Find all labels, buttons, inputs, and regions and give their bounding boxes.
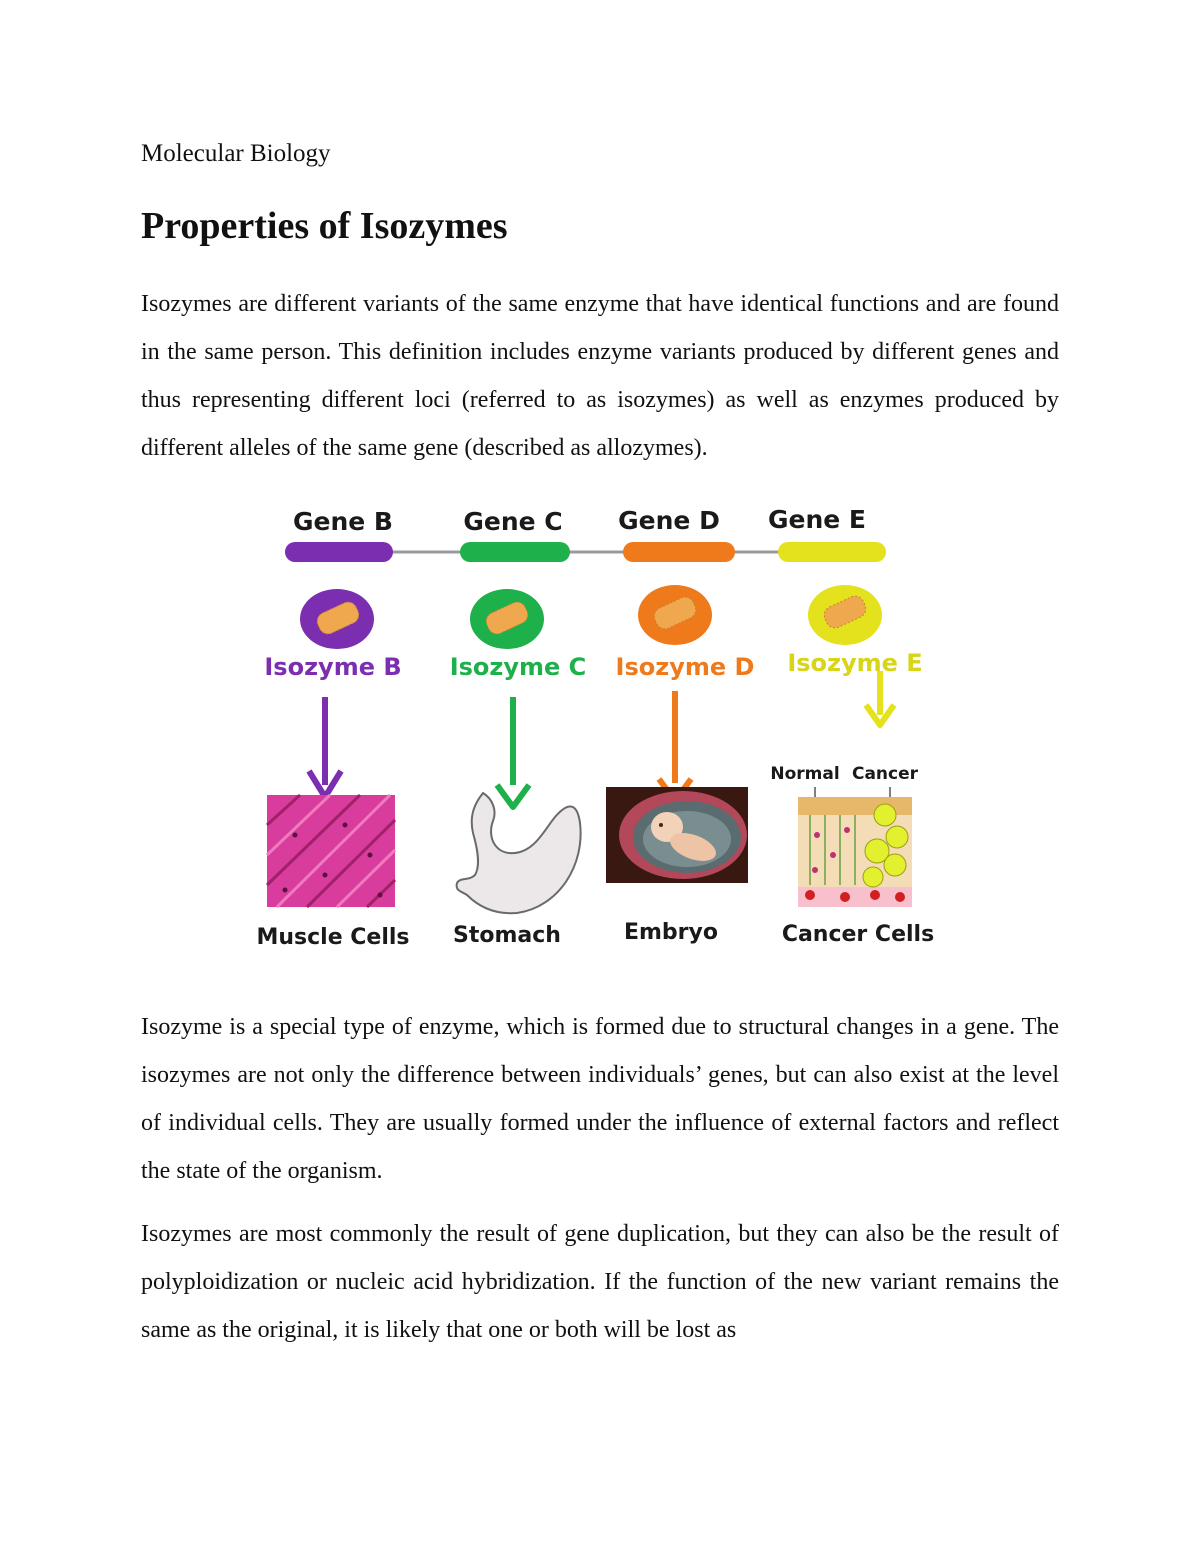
cancer-tissue-image — [798, 797, 912, 907]
tissue-b-label: Muscle Cells — [256, 925, 410, 950]
isozyme-b-label: Isozyme B — [264, 653, 402, 681]
page-title: Properties of Isozymes — [141, 205, 508, 247]
arrow-c-head — [497, 785, 529, 807]
column-gene-c — [450, 507, 587, 948]
gene-e-segment — [778, 542, 886, 562]
gene-c-segment — [460, 542, 570, 562]
normal-label: Normal — [770, 764, 840, 784]
isozyme-e-label: Isozyme E — [787, 649, 923, 677]
subject-header: Molecular Biology — [141, 140, 331, 167]
paragraph-1: Isozymes are different variants of the same enzyme that have identical functions and are found in the same person. This definition includes enzyme variants produced by different genes and thus representing different loci (referred to as isozymes) as well as enzymes produced by different alleles of the same gene (described as allozymes). — [141, 291, 1059, 461]
gene-b-segment — [285, 542, 393, 562]
column-gene-b — [256, 507, 409, 950]
tissue-d-label: Embryo — [623, 920, 719, 945]
isozyme-diagram — [255, 495, 945, 965]
stomach-icon — [457, 793, 581, 913]
gene-b-label: Gene B — [293, 507, 393, 536]
paragraph-2: Isozyme is a special type of enzyme, which is formed due to structural changes in a gene. The isozymes are not only the difference between individuals’ genes, but can also exist at the level of individual cells. They are usually formed under the influence of external factors and reflect the state of the organism. — [141, 1014, 1059, 1184]
column-gene-d — [606, 506, 754, 945]
paragraph-3: Isozymes are most commonly the result of gene duplication, but they can also be the result of polyploidization or nucleic acid hybridization. If the function of the new variant remains the same as the original, it is likely that one or both will be lost as — [141, 1221, 1059, 1343]
tissue-c-label: Stomach — [453, 923, 561, 948]
isozyme-c-label: Isozyme C — [449, 653, 587, 681]
gene-d-label: Gene D — [618, 506, 720, 535]
gene-c-label: Gene C — [463, 507, 563, 536]
isozyme-d-label: Isozyme D — [615, 653, 755, 681]
cancer-label: Cancer — [851, 764, 919, 784]
isozyme-figure — [255, 495, 945, 965]
gene-e-label: Gene E — [767, 505, 867, 534]
gene-d-segment — [623, 542, 735, 562]
muscle-tissue-image — [267, 795, 395, 907]
column-gene-e — [768, 505, 934, 947]
tissue-e-label: Cancer Cells — [781, 922, 935, 947]
embryo-image — [606, 787, 748, 883]
